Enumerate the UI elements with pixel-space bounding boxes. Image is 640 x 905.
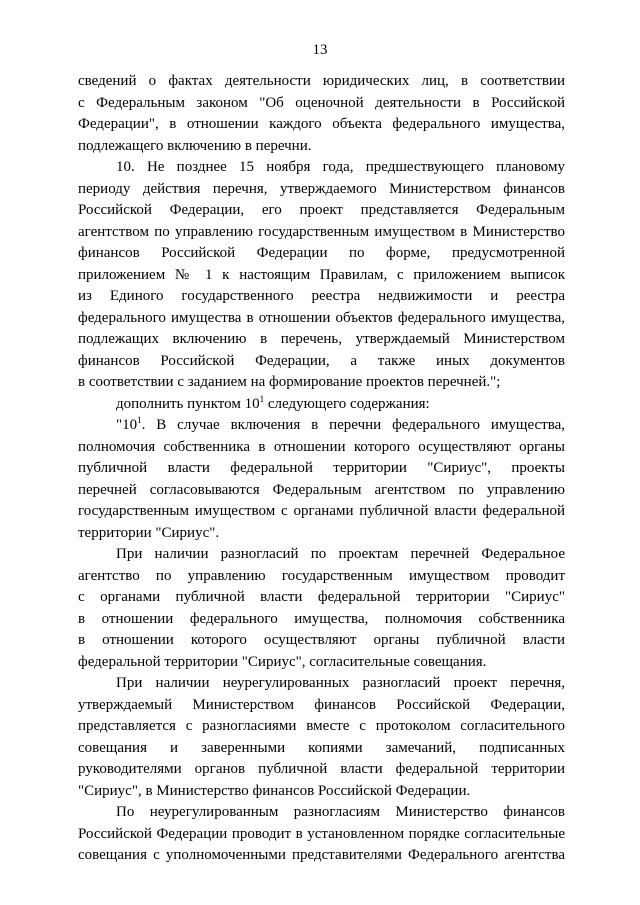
text-line: полномочия собственника в отношении которого осуществляют органы — [78, 438, 565, 455]
text-line: совещания с уполномоченными представителями Федерального агентства — [78, 847, 565, 863]
text-line: государственным имуществом с органами публичной власти федеральной — [78, 503, 565, 519]
text-line: периоду действия перечня, утверждаемого Министерством финансов — [78, 180, 565, 197]
text-line: При наличии неурегулированных разногласий проект перечня, — [116, 675, 565, 691]
text-line: подлежащего включению в перечни. — [78, 137, 312, 154]
text-line: Российской Федерации проводит в установленном порядке согласительные — [78, 825, 565, 842]
text-line: приложением № 1 к настоящим Правилам, с приложением выписок — [78, 266, 565, 283]
text-line: финансов Российской Федерации, а также иных документов — [78, 352, 565, 369]
text-line: с Федеральным законом "Об оценочной деятельности в Российской — [78, 94, 565, 111]
text-line: с органами публичной власти федеральной территории "Сириус" — [78, 589, 565, 605]
text-line: федерального имущества в отношении объектов федерального имущества, — [78, 309, 565, 326]
text-line: сведений о фактах деятельности юридических лиц, в соответствии — [78, 73, 565, 89]
text-line: утверждаемый Министерством финансов Российской Федерации, — [78, 696, 565, 713]
text-line: "Сириус", в Министерство финансов Российской Федерации. — [78, 782, 471, 799]
text-line: По неурегулированным разногласиям Министерство финансов — [116, 804, 565, 820]
text-line: руководителями органов публичной власти федеральной территории — [78, 761, 565, 777]
text-line-amendment-intro — [78, 394, 565, 416]
text-line: перечней согласовываются Федеральным агентством по управлению — [78, 481, 565, 498]
text-line: в соответствии с заданием на формирование проектов перечней."; — [78, 374, 501, 390]
text-line: в отношении федерального имущества, полномочия собственника — [78, 610, 565, 627]
page-number: 13 — [312, 42, 328, 58]
superscript: 1 — [259, 393, 265, 404]
superscript: 1 — [137, 415, 142, 425]
text-line: финансов Российской Федерации по форме, предусмотренной — [78, 245, 565, 261]
text-run: дополнить пунктом 10 — [116, 395, 260, 412]
text-line: территории "Сириус". — [78, 524, 220, 541]
text-line: подлежащих включению в перечень, утверждаемый Министерством — [78, 331, 565, 347]
text-line: из Единого государственного реестра недвижимости и реестра — [78, 288, 565, 304]
text-line: агентством по управлению государственным имуществом в Министерство — [78, 223, 565, 240]
text-run: следующего содержания: — [264, 395, 430, 412]
text-line: Федерации", в отношении каждого объекта федерального имущества, — [78, 116, 565, 132]
text-line-item-10-1 — [78, 415, 565, 437]
text-line: в отношении которого осуществляют органы публичной власти — [78, 632, 565, 648]
text-line: представляется с разногласиями вместе с протоколом согласительного — [78, 718, 565, 734]
text-line: совещания и заверенными копиями замечаний, подписанных — [78, 739, 565, 756]
text-line: Российской Федерации, его проект представляется Федеральным — [78, 202, 565, 218]
text-run: "10 — [116, 417, 138, 433]
text-run: . В случае включения в перечни федерального имущества, — [141, 417, 565, 433]
text-line: При наличии разногласий по проектам перечней Федеральное — [116, 546, 565, 562]
text-line: 10. Не позднее 15 ноября года, предшествующего плановому — [116, 159, 565, 175]
text-line: публичной власти федеральной территории "Сириус", проекты — [78, 460, 565, 476]
text-line: агентство по управлению государственным имуществом проводит — [78, 567, 565, 584]
text-line: федеральной территории "Сириус", согласительные совещания. — [78, 653, 487, 670]
body-text — [78, 71, 565, 867]
